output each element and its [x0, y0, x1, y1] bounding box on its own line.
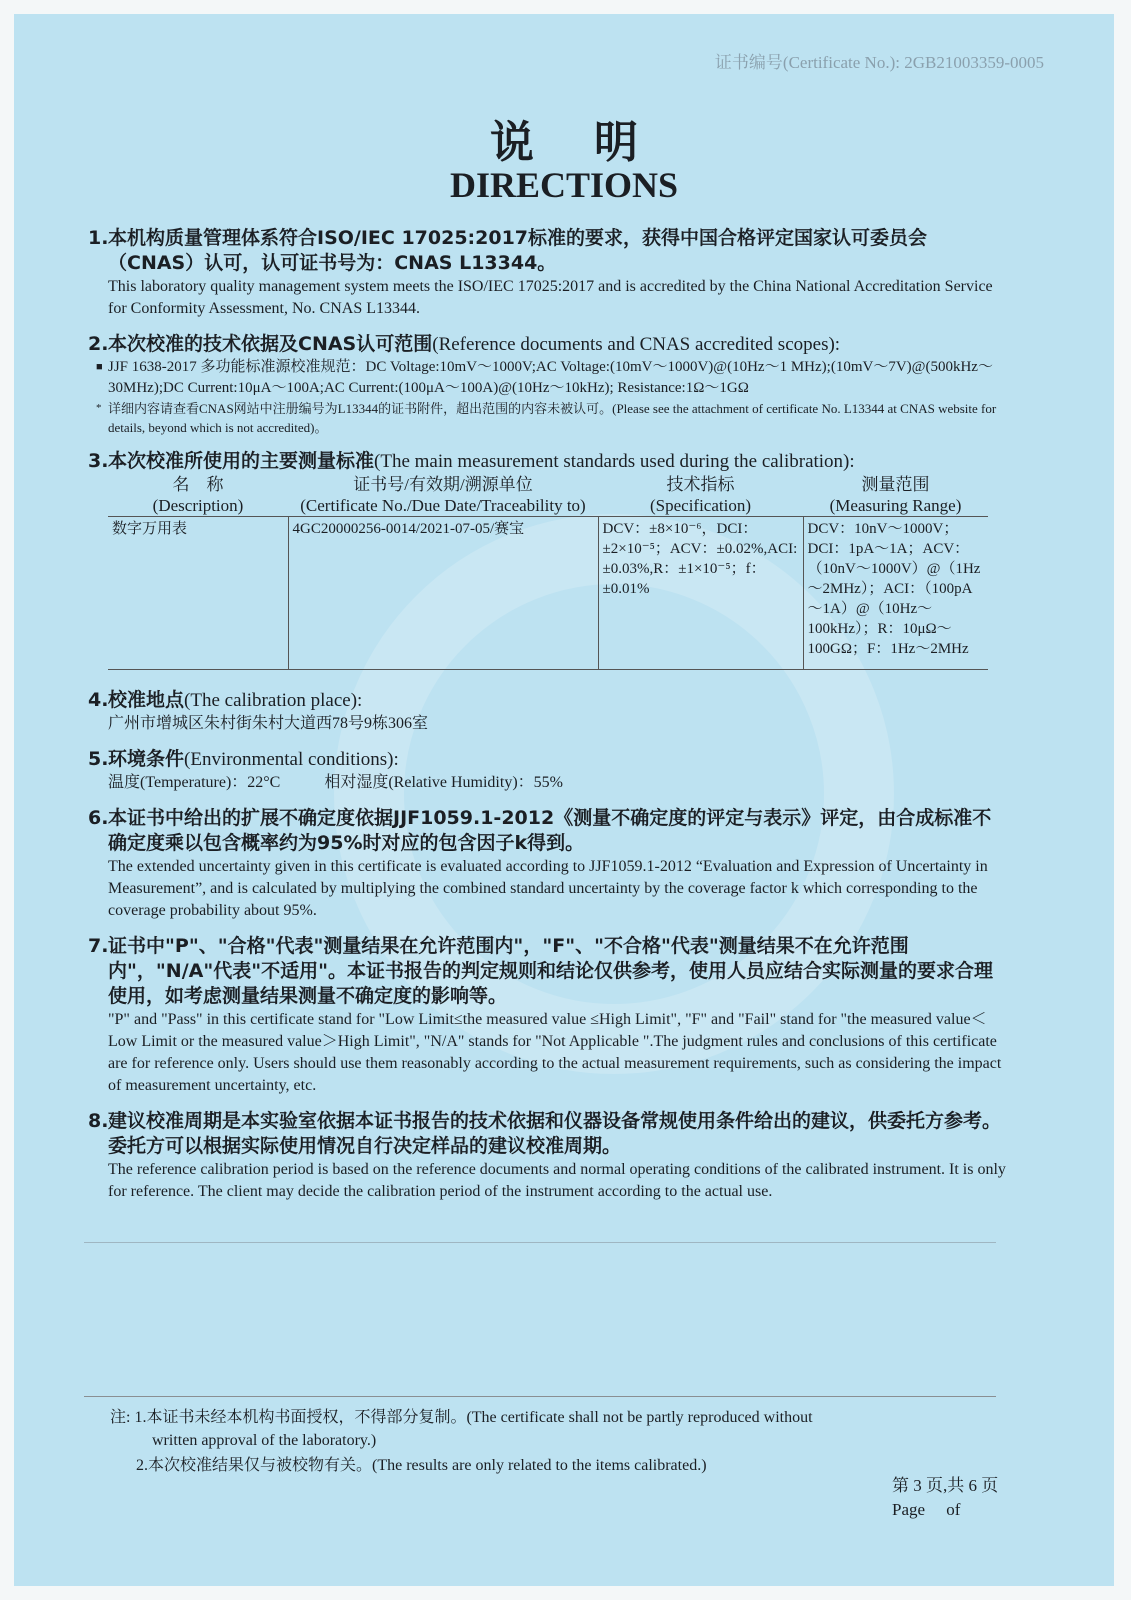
table-row — [108, 517, 988, 670]
cell-specification: DCV：±8×10⁻⁶，DCI：±2×10⁻⁵；ACV：±0.02%,ACI:±0.03%,R：±1×10⁻⁵；f：±0.01% — [598, 517, 803, 670]
section-number: 1. — [88, 227, 109, 249]
section-heading-en: (Environmental conditions): — [184, 749, 399, 770]
scope-note-text: 详细内容请查看CNAS网站中注册编号为L13344的证书附件，超出范围的内容未被认可。(Please see the attachment of certificate No. L13344 at CNAS website for details, beyond which is not accredited)。 — [108, 401, 997, 435]
section-heading-cn: 环境条件 — [108, 748, 185, 770]
section-text-en: The extended uncertainty given in this certificate is evaluated according to JJF1059.1-2012 “Evaluation and Expression of Uncertainty in Measurement”, and is calculated by multiplying the combined standard uncertainty by the coverage factor k which corresponding to the coverage probability about 95%. — [108, 858, 988, 919]
directions-content — [88, 226, 1008, 1215]
footer-note-1: 注: 1.本证书未经本机构书面授权，不得部分复制。(The certificate shall not be partly reproduced without — [110, 1409, 813, 1426]
column-header: 技术指标 (Specification) — [598, 474, 803, 517]
column-header: 名 称 (Description) — [108, 474, 288, 517]
certificate-page — [14, 14, 1114, 1586]
section-number: 4. — [88, 689, 109, 711]
footer-divider — [84, 1396, 996, 1397]
column-header: 证书号/有效期/溯源单位 (Certificate No./Due Date/Traceability to) — [288, 474, 598, 517]
temperature-value: 温度(Temperature)：22°C — [108, 774, 281, 791]
section-number: 2. — [88, 333, 109, 355]
section-8 — [88, 1109, 1008, 1203]
section-number: 3. — [88, 450, 109, 472]
bullet-mark: ■ — [96, 361, 103, 373]
scope-bullet — [96, 357, 1008, 399]
footer-note-1-cont: written approval of the laboratory.) — [152, 1432, 377, 1449]
certificate-number — [715, 48, 1044, 73]
section-text-en: The reference calibration period is based on the reference documents and normal operating conditions of the calibrated instrument. It is only for reference. The client may decide the calibration period of the instrument according to the actual use. — [108, 1161, 1006, 1200]
section-4 — [88, 688, 1008, 735]
section-1 — [88, 226, 1008, 320]
column-header: 测量范围 (Measuring Range) — [803, 474, 988, 517]
page-title-cn: 说明 — [490, 117, 698, 168]
footer-note-2: 2.本次校准结果仅与被校物有关。(The results are only related to the items calibrated.) — [136, 1457, 707, 1474]
cell-range: DCV：10nV～1000V；DCI：1pA～1A；ACV：（10nV～1000V）@（1Hz～2MHz）；ACI：（100pA～1A）@（10Hz～100kHz）；R：10μΩ～100GΩ；F：1Hz～2MHz — [803, 517, 988, 670]
page-number — [892, 1474, 998, 1522]
section-6 — [88, 806, 1008, 922]
section-text-en: "P" and "Pass" in this certificate stand for "Low Limit≤the measured value ≤High Limit", "F" and "Fail" stand for "the measured value＜Low Limit or the measured value＞High Limit", "N/A" stands for "Not Applicable ".The judgment rules and conclusions of this certificate are for reference only. Users should use them reasonably according to the actual measurement requirements, such as considering the impact of measurement uncertainty, etc. — [108, 1011, 1002, 1094]
section-heading-cn: 本机构质量管理体系符合ISO/IEC 17025:2017标准的要求，获得中国合格评定国家认可委员会（CNAS）认可，认可证书号为：CNAS L13344。 — [108, 227, 928, 274]
standards-table — [108, 474, 988, 670]
section-heading-en: (The main measurement standards used during the calibration): — [374, 451, 855, 472]
cert-no-value: 2GB21003359-0005 — [904, 53, 1044, 72]
section-heading-cn: 校准地点 — [108, 689, 185, 711]
page-number-en: Page of — [892, 1500, 961, 1519]
section-number: 8. — [88, 1110, 109, 1132]
content-end-divider — [84, 1242, 996, 1243]
section-3 — [88, 449, 1008, 670]
section-heading-cn: 本次校准所使用的主要测量标准 — [108, 450, 375, 472]
calibration-place: 广州市增城区朱村街朱村大道西78号9栋306室 — [108, 715, 429, 732]
section-heading-cn: 证书中"P"、"合格"代表"测量结果在允许范围内"，"F"、"不合格"代表"测量结果不在允许范围内"，"N/A"代表"不适用"。本证书报告的判定规则和结论仅供参考，使用人员应结合实际测量的要求合理使用，如考虑测量结果测量不确定度的影响等。 — [108, 935, 994, 1007]
footer-notes — [110, 1406, 970, 1477]
scope-text: JJF 1638-2017 多功能标准源校准规范：DC Voltage:10mV～1000V;AC Voltage:(10mV～1000V)@(10Hz～1 MHz);(10mV～7V)@(500kHz～30MHz);DC Current:10μA～100A;AC Current:(100μA～100A)@(10Hz～10kHz); Resistance:1Ω～1GΩ — [108, 359, 993, 396]
note-mark: * — [96, 402, 102, 414]
cell-certificate: 4GC20000256-0014/2021-07-05/赛宝 — [288, 517, 598, 670]
page-title-en: DIRECTIONS — [449, 165, 679, 205]
page-number-cn: 第 3 页,共 6 页 — [892, 1476, 999, 1495]
section-7 — [88, 934, 1008, 1097]
section-5 — [88, 747, 1008, 794]
scope-note — [96, 399, 1008, 437]
section-number: 5. — [88, 748, 109, 770]
section-text-en: This laboratory quality management system meets the ISO/IEC 17025:2017 and is accredited by the China National Accreditation Service for Conformity Assessment, No. CNAS L13344. — [108, 278, 993, 317]
section-heading-cn: 本证书中给出的扩展不确定度依据JJF1059.1-2012《测量不确定度的评定与表示》评定，由合成标准不确定度乘以包含概率约为95%时对应的包含因子k得到。 — [108, 807, 992, 854]
section-2 — [88, 332, 1008, 437]
section-number: 6. — [88, 807, 109, 829]
section-heading-en: (The calibration place): — [184, 690, 363, 711]
section-heading-en: (Reference documents and CNAS accredited scopes): — [432, 334, 841, 355]
section-heading-cn: 本次校准的技术依据及CNAS认可范围 — [108, 333, 433, 355]
cert-no-label: 证书编号(Certificate No.): — [714, 53, 900, 72]
section-heading-cn: 建议校准周期是本实验室依据本证书报告的技术依据和仪器设备常规使用条件给出的建议，供委托方参考。委托方可以根据实际使用情况自行决定样品的建议校准周期。 — [108, 1110, 1002, 1157]
cell-description: 数字万用表 — [108, 517, 288, 670]
table-header-row — [108, 474, 988, 517]
humidity-value: 相对湿度(Relative Humidity)：55% — [324, 774, 563, 791]
section-number: 7. — [88, 935, 109, 957]
